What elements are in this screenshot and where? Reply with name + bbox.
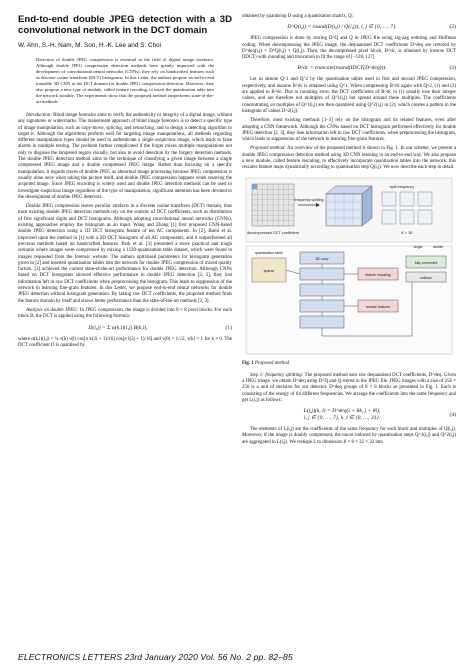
analysis-lead: Analysis on double JPEG: xyxy=(26,307,79,313)
step1-lead: Step 1: frequency splitting: xyxy=(250,372,304,378)
journal-footer: ELECTRONICS LETTERS 23rd January 2020 Vol. 56 No. 2 pp. 82–85 xyxy=(18,652,293,662)
intro-lead: Introduction: xyxy=(26,113,52,118)
equation-4 xyxy=(242,408,456,422)
equation-1-number: (1) xyxy=(225,324,232,331)
step1-text: The proposed method uses raw dequantised DCT coefficients, D^deq. Given a JPEG image, we obtain D^deq using D^Q and Q stored in the JPEG file. JPEG images with a size of 256 × 256 is a unit of decision for our detector. D^deq groups of 8 × 8 blocks as presented in Fig. 1. Each is consisting of the energy of 64 different frequencies. We arrange the coefficients into the same frequency and get L(i,j) as follows: xyxy=(242,372,456,403)
rescale-features-label: rescale features xyxy=(365,304,391,309)
figure-caption xyxy=(242,361,456,367)
decompressed-label: decompressed DCT coefficient xyxy=(247,230,299,235)
right-column xyxy=(242,14,456,449)
equation-4-number: (4) xyxy=(449,411,456,418)
figure-1 xyxy=(242,176,456,358)
analysis-text: In JPEG compression, the image is divided into 8 × 8 pixel blocks. For each block B, the DCT is applied using the following formula: xyxy=(18,307,232,320)
equation-4-line-2: i, j ∈ {0, …, 7}, k, l ∈ {0, …, 31}. xyxy=(303,415,381,422)
equation-4-line-1: L(i,j)(k, l) = D^deq(i + 8k, j + 8l), xyxy=(303,408,381,415)
paper-abstract: Detection of double JPEG compression is essential in the field of digital image forensics. Although double JPEG compression detection methods have greatly improved with the development of convolutional neural networks (CNNs), they rely on handcrafted features such as discrete cosine transform (DCT) histograms. In this Letter, the authors propose an end-to-end trainable 3D CNN in the DCT domain for double JPEG compression detection. Moreover, they also propose a new type of module, called feature rescaling, to insert the quantisation table into the network suitably. The experiments show that the proposed method outperforms state-of-the-art methods. xyxy=(36,57,214,104)
right-intro: obtained by quantising D using a quantisation matrix, Q: xyxy=(242,14,353,19)
equation-1 xyxy=(18,325,232,332)
analysis-paragraph xyxy=(18,308,232,321)
equation-1-body: D(i,j) = Σ α(k,l)(i,j) B(k,l), xyxy=(88,324,148,331)
fully-connected-label: fully connected xyxy=(414,260,438,265)
softmax-label: softmax xyxy=(420,275,432,280)
equation-4-body xyxy=(242,408,442,422)
aggregation-paragraph: The elements of L(i,j) are the coefficients of the same frequency for each block and multiples of Q(i,j). Moreover, if the image is doubly compressed, the traces induced by quantisation steps Q^1(i,j) and Q^2(i,j) are aggregated in L(i,j). We reshape L to dimension 8 × 8 × 32 × 32 into xyxy=(242,427,456,445)
feature-rescaling-label: feature rescaling xyxy=(365,272,391,277)
dct-grid-image xyxy=(252,184,294,226)
intro-text: Blind image forensics aims to verify the authenticity or integrity of a digital image, without any signatures or watermarks. The mainstream approach of blind image forensics is to detect a specific type of image manipulation, such as copy-move, splicing, and retouching, and to design a detecting algorithm to target it. Although the algorithms perform well for targeting image manipulations, all methods regarding different manipulation types should be used to authenticate a single suspicious image, which leads to false alarms in multiple testing. The problem further complicated if the forger mixes multiple manipulations not only to disguise the tampered region visually, but also to avoid detection by the forgery detection methods. The double JPEG detection method aims to the technique of classifying a given image between a single compressed JPEG image and a double compressed JPEG image. Rather than focusing on a specific manipulation, it regards traces of double JPEG as abnormal image processing because JPEG compression is usually done once when taking the picture itself, and double JPEG compression happens when resaving the acquired image. Since JPEG encoding is widely used and double JPEG detection methods can be used to investigate suspicious image regardless of the type of manipulation, significant attention has been devoted to the development of double JPEG detectors. xyxy=(18,113,233,200)
equation-2 xyxy=(242,24,456,31)
histogram-paragraph: Therefore, most existing methods [1–3] rely on the histogram and its related features, even after adopting a CNN framework. Although the CNNs based on DCT histogram performed effectively for double JPEG detection [2, 3], they lose information left in raw DCT coefficients, when preprocessing the histogram, which leads to suppression of the network in learning fine-grain features. xyxy=(242,118,456,143)
proposed-text: An overview of the proposed method is shown in Fig. 1. In our scheme, we present a double JPEG compression detection method using 3D CNN learning in an end-to-end way. We also propose a new module, called feature rescaling, to effectively incorporate quantisation tables into the network; this rescales feature maps dynamically according to quantisation step Q(i,j). We now describe each step in detail. xyxy=(242,146,456,171)
paper-authors: W. Ahn, S.-H. Nam, M. Son, H.-K. Lee and S. Choi xyxy=(18,42,162,49)
equation-3-body: B^dc = truncate(round(IDCT(D^deq))). xyxy=(297,65,387,72)
k-label: K = 30 xyxy=(401,230,413,235)
related-paragraph: Double JPEG compression leaves peculiar artefacts in a discrete cosine transform (DCT) domain, thus most existing double JPEG detection methods rely on the statistic of DCT coefficients, such as distribution of first significant digits and DCT histograms. Although adopting convolutional neural networks (CNNs), existing approaches employ the histogram as an input. Wang and Zhang [1] first proposed CNN-based double JPEG detection using a 1D DCT histogram feature of ten AC components. In [2], Barni et al. improved upon the method in [1] with a 2D DCT histogram of all AC components, and it outperformed all previous methods based on handcrafted features. Park et al. [3] presented a more practical and tough scenario where images were compressed by mixing a 1120-quantisation table dataset, which were found in images requested from the forensic website. The authors optimised parameters for histogram generation given in [2] and inserted quantisation tables into the network for double JPEG compression of mixed quality factors. [3] achieved the current state-of-the-art performance for double JPEG detection. Although CNNs based on DCT histograms showed effective performance in double JPEG detection [2, 3], they lost information left in raw DCT coefficients when preprocessing the histogram. This leads to suppression of the network in learning fine-grain features. In this Letter, we propose end-to-end neural networks for double JPEG detection without histogram generation. By taking raw DCT coefficients, the proposed method finds the feature domain by itself and shows better performance than the state-of-the-art methods [2, 3]. xyxy=(18,204,232,304)
single-label: single xyxy=(413,244,423,249)
sparse-label: sparse xyxy=(263,268,275,273)
figure-caption-text: Proposed method xyxy=(254,360,290,366)
split-frequency-label: split frequency xyxy=(389,184,415,189)
equation-3-number: (3) xyxy=(449,65,456,72)
architecture-diagram xyxy=(242,176,456,358)
quantisation-table-label: quantisation table xyxy=(254,250,284,255)
quantisation-paragraph: Let us denote Q^1 and Q^2 by the quantisation tables used in first and second JPEG compression, respectively, and assume B^dc is obtained using Q^1. When compressing B^dc again with Q^2, (1) and (2) are applied to B^dc. Due to rounding error, the DCT coefficients of B^dc in (1) usually lose their integer values, and are therefore not multiples of Q^1(i,j) but spread around these multiples. The coefficients concentrating on multiples of Q^1(i,j) are then quantised using Q^2(i,j) in (2), which creates a pattern in the histogram of values D^2(i,j). xyxy=(242,77,456,114)
proposed-lead: Proposed method: xyxy=(250,146,286,152)
conv-label: 3D conv xyxy=(315,256,329,261)
reshape-label: frequency splitting xyxy=(294,197,324,202)
equation-2-body: D^Q(i,j) = round(D(i,j) / Q(i,j)), i, j ∈ {0, …, 7}. xyxy=(287,24,397,31)
double-label: double xyxy=(432,244,444,249)
frequency-cube xyxy=(326,186,372,226)
equation-2-number: (2) xyxy=(449,24,456,31)
step1-paragraph xyxy=(242,373,456,404)
left-column xyxy=(18,14,232,352)
proposed-paragraph xyxy=(242,146,456,171)
eq1-where-text: where α(k,l)(i,j) = ¼ ν(k) ν(l) cos[π k(2i + 1)/16] cos[π l(2j + 1)/16] and ν(0) = 1/√2, ν(k) = 1 for k ≠ 0. The DCT coefficient D is quantised by xyxy=(18,336,232,348)
paper-title: End-to-end double JPEG detection with a 3D convolutional network in the DCT domain xyxy=(18,14,232,36)
intro-paragraph xyxy=(18,113,232,201)
equation-3 xyxy=(242,65,456,72)
jpeg-paragraph: JPEG compression is done by storing D^Q and Q in JPEG file using zig-zag ordering and Huffman coding. When decompressing the JPEG image, the dequantised DCT coefficients D^deq are restored by D^deq(i,j) = D^Q(i,j) × Q(i,j). Then, the decompressed pixel block, B^dc, is obtained by inverse DCT (IDCT) with rounding and truncation to fit the range of [−128, 127] xyxy=(242,36,456,61)
figure-label: Fig. 1 xyxy=(242,360,254,366)
conv-stack xyxy=(300,252,344,328)
